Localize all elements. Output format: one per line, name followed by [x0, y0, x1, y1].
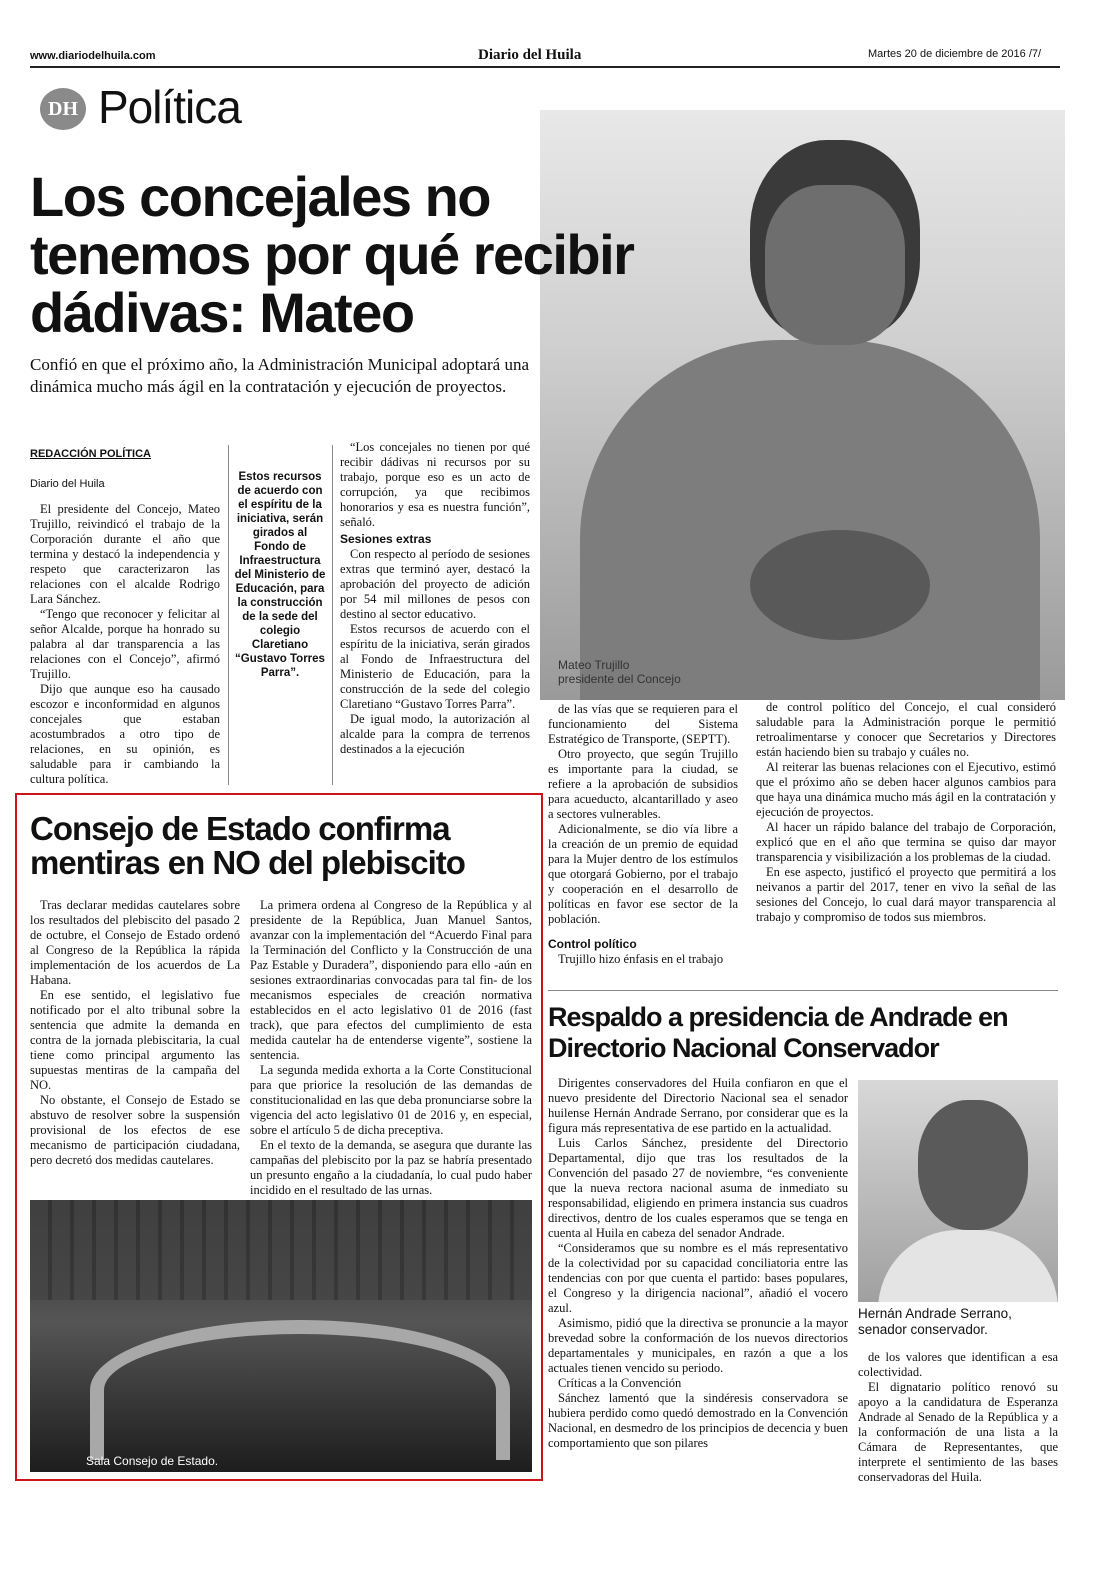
photo-sala-consejo	[30, 1200, 532, 1472]
main-column-1: El presidente del Concejo, Mateo Trujillo, reivindicó el trabajo de la Corporación durante el año que termina y destacó la independencia y respeto que caracterizaron las relaciones con el alcalde Rodrigo Lara Sánchez. “Tengo que reconocer y felicitar al señor Alcalde, porque ha honrado su palabra al dar transparencia a las relaciones con el Concejo”, afirmó Trujillo. Dijo que aunque eso ha causado escozor e inconformidad en algunos concejales que estaban acostumbrados a otro tipo de relaciones, en su opinión, es saludable para ir cambiando la cultura política.	[30, 502, 220, 786]
masthead-date: Martes 20 de diciembre de 2016 /7/	[868, 48, 1042, 60]
photo-caption-mateo: Mateo Trujillo presidente del Concejo	[558, 658, 681, 686]
andrade-headline: Respaldo a presidencia de Andrade en Directorio Nacional Conservador	[548, 1002, 1008, 1063]
subhead-criticas: Críticas a la Convención	[558, 1376, 682, 1390]
main-headline: Los concejales no tenemos por qué recibir dádivas: Mateo	[30, 165, 634, 344]
photo-caption-sala: Sala Consejo de Estado.	[86, 1454, 219, 1468]
consejo-column-2: La primera ordena al Congreso de la República y al presidente de la República, Juan Manuel Santos, avanzar con la implementación del “Acuerdo Final para la Terminación del Conflicto y la Construcción de una Paz Estable y Duradera”, disponiendo para ello -aún en sesiones extraordinarias convocadas para tal fin- de los mecanismos especiales de creación normativa establecidos en el acto legislativo 01 de 2016 (fast track), que para efectos del cumplimiento de esta medida cautelar ha de entenderse vigente”, sostiene la sentencia. La segunda medida exhorta a la Corte Constitucional para que priorice la resolución de las demandas de constitucionalidad en las que deba pronunciarse sobre la vigencia del acto legislativo 01 de 2016 y, en especial, sobre el artículo 5 de dicha preceptiva. En el texto de la demanda, se asegura que durante las campañas del plebiscito por la paz se habría presentado un presunto engaño a la ciudadanía, lo cual pudo haber incidido en el resultado de las urnas.	[250, 898, 532, 1197]
consejo-column-1: Tras declarar medidas cautelares sobre los resultados del plebiscito del pasado 2 de octubre, el Consejo de Estado ordenó al Congreso de la República la rápida implementación de los acuerdos de La Habana. En ese sentido, el legislativo fue notificado por el alto tribunal sobre la sentencia que admite la demanda en contra de la jornada plebiscitaria, la cual tiene como principal argumento las supuestas mentiras de la campaña del NO. No obstante, el Consejo de Estado se abstuvo de resolver sobre la suspensión provisional de los efectos de ese mecanismo de participación ciudadana, pero decretó dos medidas cautelares.	[30, 898, 240, 1167]
masthead-url: www.diariodelhuila.com	[30, 50, 156, 62]
main-column-3: de las vías que se requieren para el funcionamiento del Sistema Estratégico de Transporte, (SEPTT). Otro proyecto, que según Trujillo es importante para la ciudad, se refiere a la aprobación de subsidios para acueducto, alcantarillado y aseo a sectores vulnerables. Adicionalmente, se dio vía libre a la creación de un premio de equidad para la Mujer dentro de los estímulos que otorgará Gobierno, por el trabajo y cooperación en el desarrollo de políticas en favor ese sector de la población. Control político Trujillo hizo énfasis en el trabajo	[548, 702, 738, 966]
masthead-rule	[30, 66, 1060, 68]
andrade-column-1: Dirigentes conservadores del Huila confiaron en que el nuevo presidente del Directorio Nacional sea el senador huilense Hernán Andrade Serrano, por considerar que es la figura más representativa de ese partido en la actualidad. Luis Carlos Sánchez, presidente del Directorio Departamental, dijo que tras los resultados de la Convención del pasado 27 de noviembre, “es conveniente que la nueva rectora nacional asuma de inmediato su responsabilidad, eligiendo en primera instancia sus cuadros directivos, dentro de los cuales esperamos que se tenga en cuenta al Huila en cabeza del senador Andrade. “Consideramos que su nombre es el más representativo de la colectividad por su capacidad conciliatoria entre las tendencias con por que cuenta el partido: bases populares, el Congreso y la dirigencia nacional”, añadió el vocero azul. Asimismo, pidió que la directiva se pronuncie a la mayor brevedad sobre la conformación de los nuevos directorios departamentales y municipales, en razón a que a los actuales tienen vencido su periodo. Críticas a la Convención Sánchez lamentó que la sindéresis conservadora se hubiera perdido como quedó demostrado en la Convención Nacional, en desmedro de los principios de decencia y buen comportamiento que son pilares	[548, 1076, 848, 1450]
section-title: Política	[98, 81, 241, 133]
main-column-4: de control político del Concejo, el cual consideró saludable para la Administración porque le permitió retroalimentarse y conocer que Secretarios y Directores están haciendo bien su trabajo y cuáles no. Al reiterar las buenas relaciones con el Ejecutivo, estimó que el próximo año se deben hacer algunos cambios para que haya una dinámica mucho más ágil en la contratación y ejecución de proyectos. Al hacer un rápido balance del trabajo de Corporación, explicó que en el año que termina se quiso dar mayor transparencia y visibilización a los problemas de la ciudad. En ese aspecto, justificó el proyecto que permitirá a los neivanos a partir del 2017, tener en vivo la señal de las sesiones del Concejo, lo cual dará mayor transparencia al trabajo y compromiso de todos sus miembros.	[756, 700, 1056, 924]
subhead-sesiones: Sesiones extras	[340, 532, 432, 546]
masthead-name: Diario del Huila	[478, 47, 582, 63]
subhead-control: Control político	[548, 937, 637, 951]
main-column-2: “Los concejales no tienen por qué recibir dádivas ni recursos por su trabajo, porque eso es un acto de corrupción, ya que recibimos honorarios y esa es nuestra función”, señaló. Sesiones extras Con respecto al período de sesiones extras que terminó ayer, destacó la aprobación del proyecto de adición por 54 mil millones de pesos con destino al sector educativo. Estos recursos de acuerdo con el espíritu de la iniciativa, serán girados al Fondo de Infraestructura del Ministerio de Educación, para la construcción de la sede del colegio Claretiano “Gustavo Torres Parra”. De igual modo, la autorización al alcalde para la compra de terrenos destinados a la ejecución	[340, 440, 530, 756]
main-lead: Confió en que el próximo año, la Administración Municipal adoptará una dinámica mucho más ágil en la contratación y ejecución de proyectos.	[30, 355, 530, 396]
andrade-column-2: de los valores que identifican a esa colectividad. El dignatario político renovó su apoyo a la candidatura de Esperanza Andrade al Senado de la República y a la conformación de una lista a la Cámara de Representantes, que interprete el sentimiento de las bases conservadoras del Huila.	[858, 1350, 1058, 1484]
consejo-headline: Consejo de Estado confirma mentiras en NO del plebiscito	[30, 810, 465, 881]
pullquote: Estos recursos de acuerdo con el espíritu de la iniciativa, serán girados al Fondo de Infraestructura del Ministerio de Educación, para la construcción de la sede del colegio Claretiano “Gustavo Torres Parra”.	[234, 471, 326, 679]
dh-logo: DH	[40, 88, 86, 130]
section-rule	[548, 990, 1058, 991]
column-rule	[228, 445, 229, 785]
byline-outlet: Diario del Huila	[30, 478, 105, 490]
byline: REDACCIÓN POLÍTICA	[30, 448, 151, 460]
photo-hernan-andrade	[858, 1080, 1058, 1302]
column-rule	[332, 445, 333, 785]
photo-caption-andrade: Hernán Andrade Serrano, senador conservador.	[858, 1306, 1012, 1337]
